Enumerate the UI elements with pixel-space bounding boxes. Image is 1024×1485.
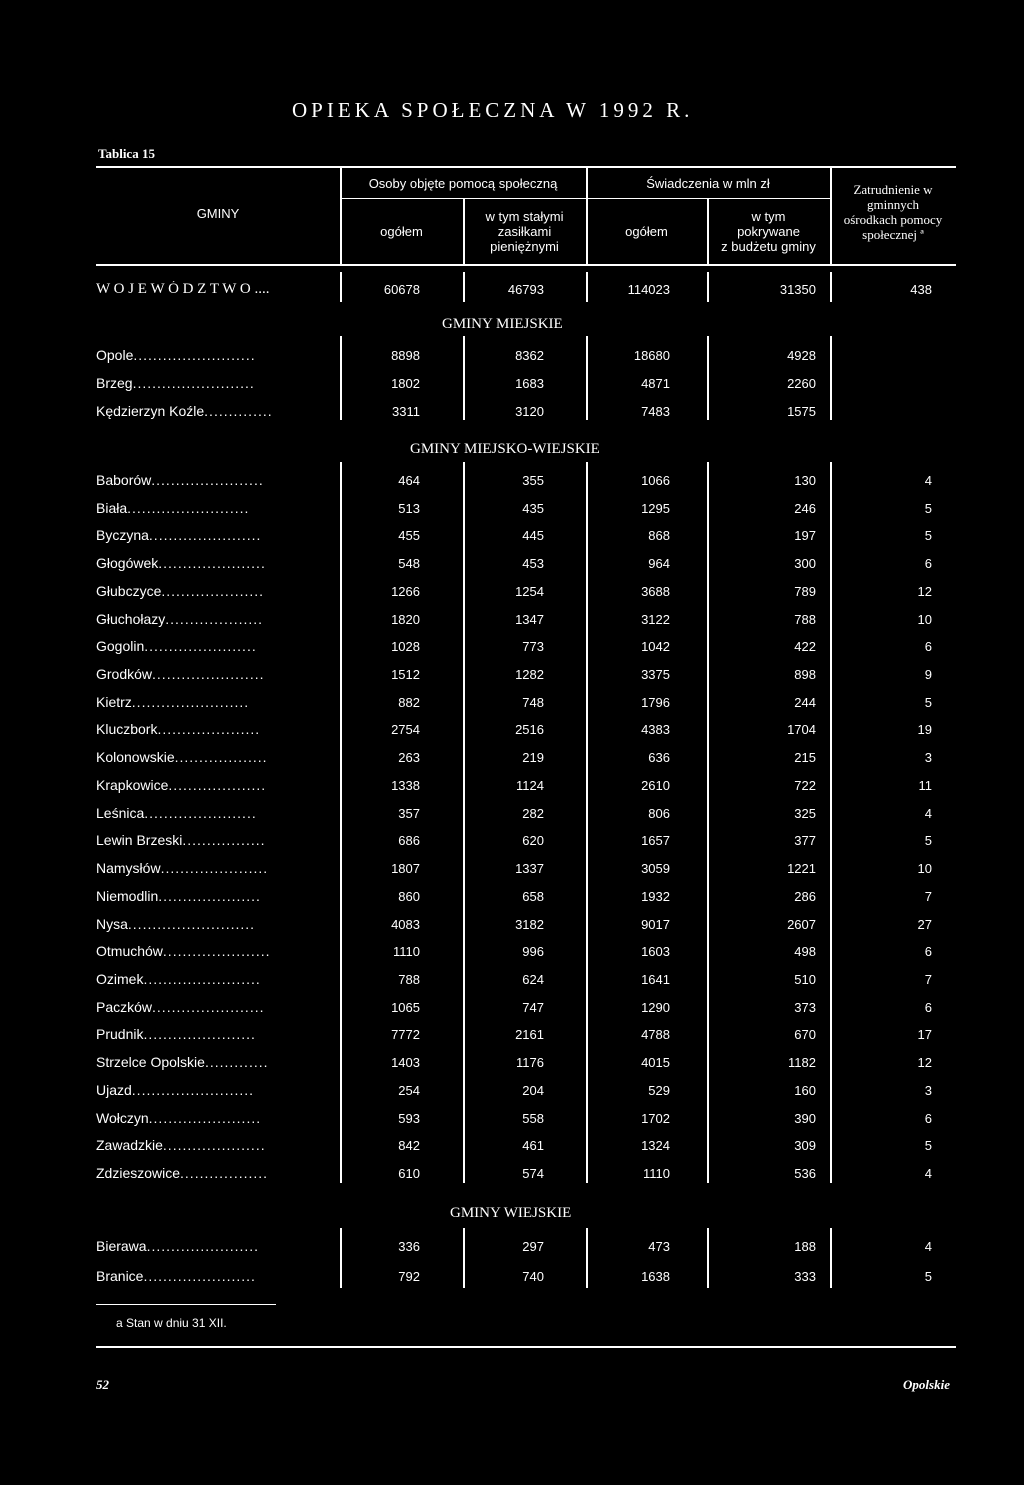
cell-value: 7 [924, 972, 932, 987]
cell-value: 3688 [641, 584, 670, 599]
cell-value: 498 [794, 944, 816, 959]
header-line: pokrywane [737, 224, 800, 239]
cell-value: 3 [924, 750, 932, 765]
cell-value: 263 [398, 750, 420, 765]
cell-value: 1290 [641, 1000, 670, 1015]
cell-value: 390 [794, 1111, 816, 1126]
table-row-name [96, 916, 332, 932]
cell-value: 10 [917, 861, 932, 876]
cell-value: 1702 [641, 1111, 670, 1126]
cell-value: 1575 [787, 404, 816, 419]
cell-value: 12 [917, 1055, 932, 1070]
row-label-wojewodztwo: W O J E W Ó D Z T W O .... [96, 281, 270, 297]
row-leader-dots: ...................... [160, 860, 269, 876]
cell-value: 18680 [633, 348, 670, 363]
cell-value: 6 [924, 1111, 932, 1126]
cell-value: 455 [398, 528, 420, 543]
cell-value: 1403 [391, 1055, 420, 1070]
row-name-text: Gogolin [96, 638, 145, 654]
cell-value: 357 [398, 806, 420, 821]
row-name-text: Baborów [96, 472, 152, 488]
cell-value: 1802 [391, 376, 420, 391]
cell-value: 4 [924, 1239, 932, 1254]
cell-value: 1066 [641, 473, 670, 488]
section-title: GMINY MIEJSKIE [442, 316, 563, 332]
table-row-name [96, 999, 332, 1015]
table-row-name [96, 375, 332, 391]
cell-value: 464 [398, 473, 420, 488]
cell-value: 1638 [641, 1269, 670, 1284]
row-name-text: Namysłów [96, 860, 161, 876]
row-leader-dots: ...................... [158, 555, 266, 571]
row-divider [830, 462, 832, 1183]
cell-value: 17 [917, 1027, 932, 1042]
cell-value: 1641 [641, 972, 670, 987]
cell-value: 130 [794, 473, 816, 488]
cell-value: 7772 [391, 1027, 420, 1042]
cell-value: 1221 [787, 861, 816, 876]
cell-value: 8362 [515, 348, 544, 363]
cell-value: 788 [398, 972, 420, 987]
cell-value: 1337 [515, 861, 544, 876]
cell-value: 5 [924, 1138, 932, 1153]
table-row-name [96, 666, 332, 682]
cell-value: 3120 [515, 404, 544, 419]
cell-value: 6 [924, 556, 932, 571]
row-divider [707, 1228, 709, 1288]
cell-value: 722 [794, 778, 816, 793]
cell-value: 3 [924, 1083, 932, 1098]
cell-value: 3059 [641, 861, 670, 876]
row-name-text: Branice [96, 1268, 144, 1284]
cell-value: 1254 [515, 584, 544, 599]
cell-value: 1683 [515, 376, 544, 391]
row-leader-dots: ......................... [131, 1082, 255, 1098]
row-leader-dots: ......................... [127, 500, 250, 516]
cell-value: 3375 [641, 667, 670, 682]
header-gminy: GMINY [196, 206, 240, 221]
cell-value: 3311 [392, 404, 420, 419]
row-name-text: Kędzierzyn Koźle [96, 403, 205, 419]
row-divider [586, 336, 588, 420]
cell-value: 574 [522, 1166, 544, 1181]
cell-value: 31350 [779, 282, 816, 297]
table-row-name [96, 1165, 332, 1181]
row-name-text: Kluczbork [96, 721, 158, 737]
row-name-text: Niemodlin [96, 888, 159, 904]
cell-value: 204 [522, 1083, 544, 1098]
row-leader-dots: ....................... [152, 999, 265, 1015]
cell-value: 1704 [787, 722, 816, 737]
cell-value: 373 [794, 1000, 816, 1015]
row-divider [707, 462, 709, 1183]
cell-value: 686 [398, 833, 420, 848]
header-osoby-group: Osoby objęte pomocą społeczną [368, 176, 558, 191]
row-divider [586, 1228, 588, 1288]
header-osoby-ogolem: ogółem [380, 224, 423, 239]
cell-value: 1266 [391, 584, 420, 599]
cell-value: 60678 [383, 282, 420, 297]
row-name-text: Wołczyn [96, 1110, 149, 1126]
cell-value: 1110 [393, 944, 420, 959]
header-sw-ogolem: ogółem [625, 224, 668, 239]
table-row-name [96, 583, 332, 599]
cell-value: 1932 [641, 889, 670, 904]
cell-value: 860 [398, 889, 420, 904]
cell-value: 670 [794, 1027, 816, 1042]
cell-value: 300 [794, 556, 816, 571]
cell-value: 4 [924, 1166, 932, 1181]
cell-value: 7 [924, 889, 932, 904]
cell-value: 114023 [627, 282, 670, 297]
row-name-text: Brzeg [96, 375, 133, 391]
table-row-name [96, 403, 332, 419]
row-name-text: Paczków [96, 999, 153, 1015]
cell-value: 2161 [515, 1027, 544, 1042]
row-leader-dots: ......................... [133, 347, 256, 363]
cell-value: 658 [522, 889, 544, 904]
table-row-name [96, 888, 332, 904]
cell-value: 19 [917, 722, 932, 737]
cell-value: 620 [522, 833, 544, 848]
row-leader-dots: ............. [204, 1054, 269, 1070]
row-leader-dots: ..................... [161, 583, 265, 599]
section-title: GMINY MIEJSKO-WIEJSKIE [410, 441, 600, 457]
cell-value: 1176 [516, 1055, 544, 1070]
header-line: pieniężnymi [490, 239, 559, 254]
cell-value: 188 [794, 1239, 816, 1254]
header-line: Zatrudnienie w [853, 182, 933, 197]
row-name-text: Byczyna [96, 527, 149, 543]
cell-value: 297 [522, 1239, 544, 1254]
cell-value: 789 [794, 584, 816, 599]
cell-value: 282 [522, 806, 544, 821]
cell-value: 4383 [641, 722, 670, 737]
table-row-name [96, 611, 332, 627]
row-divider [340, 272, 342, 302]
cell-value: 1820 [391, 612, 420, 627]
header-swiadczenia-group: Świadczenia w mln zł [646, 176, 770, 191]
row-leader-dots: ....................... [148, 527, 262, 543]
table-row-name [96, 1137, 332, 1153]
row-leader-dots: ...................... [162, 943, 271, 959]
row-leader-dots: ......................... [132, 375, 255, 391]
cell-value: 1042 [641, 639, 670, 654]
page-title: OPIEKA SPOŁECZNA W 1992 R. [292, 98, 694, 122]
cell-value: 4083 [391, 917, 420, 932]
row-name-text: Biała [96, 500, 128, 516]
table-row-name [96, 638, 332, 654]
cell-value: 5 [924, 833, 932, 848]
cell-value: 593 [398, 1111, 420, 1126]
cell-value: 6 [924, 944, 932, 959]
cell-value: 842 [398, 1138, 420, 1153]
footnote: a Stan w dniu 31 XII. [116, 1316, 227, 1330]
header-line: gminnych [867, 197, 919, 212]
cell-value: 513 [398, 501, 420, 516]
cell-value: 46793 [507, 282, 544, 297]
row-name-text: Krapkowice [96, 777, 169, 793]
cell-value: 548 [398, 556, 420, 571]
footnote-rule [96, 1304, 276, 1305]
row-name-text: Bierawa [96, 1238, 147, 1254]
cell-value: 1110 [643, 1166, 670, 1181]
cell-value: 27 [917, 917, 932, 932]
cell-value: 9017 [641, 917, 670, 932]
cell-value: 747 [522, 1000, 544, 1015]
cell-value: 473 [648, 1239, 670, 1254]
row-leader-dots: ..................... [157, 721, 261, 737]
cell-value: 5 [924, 1269, 932, 1284]
row-name-text: Głuchołazy [96, 611, 166, 627]
cell-value: 160 [794, 1083, 816, 1098]
cell-value: 868 [648, 528, 670, 543]
row-leader-dots: ....................... [151, 472, 264, 488]
row-leader-dots: ........................ [131, 694, 250, 710]
row-leader-dots: .................... [168, 777, 267, 793]
cell-value: 773 [522, 639, 544, 654]
row-leader-dots: ....................... [152, 666, 265, 682]
row-name-text: Głubczyce [96, 583, 162, 599]
table-row-name [96, 860, 332, 876]
cell-value: 9 [924, 667, 932, 682]
row-divider [830, 1228, 832, 1288]
cell-value: 1338 [391, 778, 420, 793]
cell-value: 10 [917, 612, 932, 627]
cell-value: 4871 [641, 376, 670, 391]
row-divider [707, 272, 709, 302]
header-line: społecznej ª [862, 227, 924, 242]
cell-value: 636 [648, 750, 670, 765]
table-row-name [96, 1026, 332, 1042]
cell-value: 3122 [641, 612, 670, 627]
cell-value: 3182 [515, 917, 544, 932]
cell-value: 254 [398, 1083, 420, 1098]
row-leader-dots: ..................... [162, 1137, 266, 1153]
table-row-name [96, 749, 332, 765]
row-name-text: Ujazd [96, 1082, 132, 1098]
cell-value: 453 [522, 556, 544, 571]
row-name-text: Ozimek [96, 971, 144, 987]
row-leader-dots: .................. [180, 1165, 269, 1181]
section-title: GMINY WIEJSKIE [450, 1205, 572, 1221]
table-row-name [96, 1082, 332, 1098]
page-number: 52 [96, 1377, 109, 1392]
row-divider [463, 272, 465, 302]
cell-value: 4 [924, 806, 932, 821]
table-row-name [96, 1054, 332, 1070]
cell-value: 11 [918, 778, 932, 793]
row-name-text: Głogówek [96, 555, 159, 571]
cell-value: 1347 [515, 612, 544, 627]
row-name-text: Opole [96, 347, 134, 363]
cell-value: 336 [398, 1239, 420, 1254]
row-name-text: Nysa [96, 916, 128, 932]
cell-value: 788 [794, 612, 816, 627]
row-divider [707, 336, 709, 420]
cell-value: 219 [522, 750, 544, 765]
row-divider [586, 272, 588, 302]
cell-value: 4 [924, 473, 932, 488]
row-name-text: Kietrz [96, 694, 132, 710]
cell-value: 558 [522, 1111, 544, 1126]
table-row-name [96, 555, 332, 571]
row-leader-dots: ....................... [148, 1110, 262, 1126]
row-name-text: Prudnik [96, 1026, 144, 1042]
header-line: ośrodkach pomocy [843, 212, 943, 227]
table-row-name [96, 971, 332, 987]
table-row-name [96, 777, 332, 793]
row-name-text: Leśnica [96, 805, 145, 821]
row-leader-dots: ................... [174, 749, 268, 765]
table-row-name [96, 347, 332, 363]
cell-value: 422 [794, 639, 816, 654]
cell-value: 2516 [515, 722, 544, 737]
header-line: w tym [751, 209, 786, 224]
cell-value: 5 [924, 695, 932, 710]
cell-value: 1282 [515, 667, 544, 682]
cell-value: 1807 [391, 861, 420, 876]
cell-value: 1512 [391, 667, 420, 682]
cell-value: 309 [794, 1138, 816, 1153]
row-name-text: Lewin Brzeski [96, 832, 183, 848]
cell-value: 529 [648, 1083, 670, 1098]
row-leader-dots: .............. [204, 403, 273, 419]
cell-value: 215 [794, 750, 816, 765]
cell-value: 325 [794, 806, 816, 821]
cell-value: 438 [910, 282, 932, 297]
cell-value: 355 [522, 473, 544, 488]
cell-value: 8898 [391, 348, 420, 363]
table-row-name [96, 500, 332, 516]
header-line: z budżetu gminy [721, 239, 816, 254]
cell-value: 6 [924, 1000, 932, 1015]
cell-value: 435 [522, 501, 544, 516]
cell-value: 1295 [641, 501, 670, 516]
cell-value: 1182 [788, 1055, 816, 1070]
cell-value: 4015 [641, 1055, 670, 1070]
header-line: zasiłkami [497, 224, 552, 239]
row-divider [830, 336, 832, 420]
cell-value: 5 [924, 501, 932, 516]
cell-value: 1603 [641, 944, 670, 959]
cell-value: 536 [794, 1166, 816, 1181]
row-leader-dots: .......................... [127, 916, 256, 932]
cell-value: 2607 [787, 917, 816, 932]
page-footer-rule [96, 1346, 956, 1348]
row-name-text: Otmuchów [96, 943, 163, 959]
row-divider [586, 462, 588, 1183]
cell-value: 1065 [391, 1000, 420, 1015]
table-row-name [96, 1268, 332, 1284]
cell-value: 748 [522, 695, 544, 710]
cell-value: 882 [398, 695, 420, 710]
cell-value: 996 [522, 944, 544, 959]
cell-value: 2260 [787, 376, 816, 391]
cell-value: 377 [794, 833, 816, 848]
cell-value: 445 [522, 528, 544, 543]
cell-value: 610 [398, 1166, 420, 1181]
cell-value: 898 [794, 667, 816, 682]
cell-value: 246 [794, 501, 816, 516]
cell-value: 624 [522, 972, 544, 987]
cell-value: 5 [924, 528, 932, 543]
cell-value: 6 [924, 639, 932, 654]
table-row-name [96, 1238, 332, 1254]
cell-value: 286 [794, 889, 816, 904]
row-leader-dots: .................... [165, 611, 264, 627]
table-row-name [96, 721, 332, 737]
row-leader-dots: ....................... [144, 805, 257, 821]
cell-value: 4928 [787, 348, 816, 363]
cell-value: 806 [648, 806, 670, 821]
table-row-name [96, 943, 332, 959]
row-divider [830, 272, 832, 302]
row-name-text: Kolonowskie [96, 749, 175, 765]
table-row-name [96, 805, 332, 821]
cell-value: 1796 [641, 695, 670, 710]
cell-value: 1657 [641, 833, 670, 848]
row-leader-dots: ....................... [143, 1268, 256, 1284]
table-row-name [96, 472, 332, 488]
table-row-name [96, 694, 332, 710]
row-name-text: Strzelce Opolskie [96, 1054, 205, 1070]
cell-value: 964 [648, 556, 670, 571]
cell-value: 1028 [391, 639, 420, 654]
cell-value: 792 [398, 1269, 420, 1284]
cell-value: 2610 [641, 778, 670, 793]
cell-value: 2754 [391, 722, 420, 737]
row-leader-dots: ....................... [144, 638, 257, 654]
table-row-name [96, 832, 332, 848]
table-row-name [96, 527, 332, 543]
row-leader-dots: ....................... [146, 1238, 260, 1254]
cell-value: 7483 [641, 404, 670, 419]
row-name-text: Grodków [96, 666, 153, 682]
cell-value: 4788 [641, 1027, 670, 1042]
cell-value: 12 [917, 584, 932, 599]
page-region: Opolskie [903, 1377, 950, 1392]
row-leader-dots: ................. [182, 832, 266, 848]
table-label: Tablica 15 [98, 146, 155, 161]
cell-value: 333 [794, 1269, 816, 1284]
cell-value: 197 [794, 528, 816, 543]
cell-value: 510 [794, 972, 816, 987]
cell-value: 1124 [516, 778, 544, 793]
cell-value: 1324 [641, 1138, 670, 1153]
row-leader-dots: ..................... [158, 888, 261, 904]
table-row-name [96, 1110, 332, 1126]
row-leader-dots: ....................... [143, 1026, 256, 1042]
cell-value: 740 [522, 1269, 544, 1284]
row-name-text: Zawadzkie [96, 1137, 163, 1153]
cell-value: 244 [794, 695, 816, 710]
row-name-text: Zdzieszowice [96, 1165, 181, 1181]
row-leader-dots: ........................ [143, 971, 261, 987]
header-line: w tym stałymi [485, 209, 564, 224]
cell-value: 461 [522, 1138, 544, 1153]
